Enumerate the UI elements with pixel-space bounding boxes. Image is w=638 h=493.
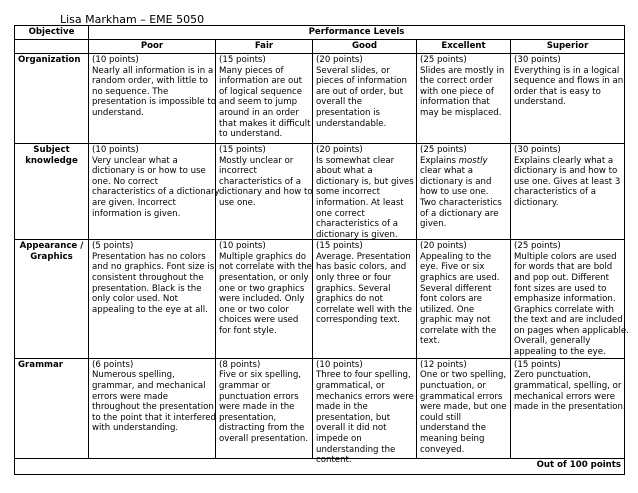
rubric-cell-line: could still [420, 412, 462, 423]
rubric-cell-line: Zero punctuation, [514, 370, 591, 381]
rubric-cell-line: sequence and flows in an [514, 76, 624, 87]
rubric-cell [417, 240, 511, 359]
rubric-cell [313, 54, 417, 144]
rubric-cell-line: corresponding text. [316, 315, 400, 326]
rubric-cell-line: to the point that it interfered [92, 412, 216, 423]
rubric-cell-line: pieces of information [316, 76, 407, 87]
rubric-cell [313, 240, 417, 359]
rubric-cell-line: dictionary is given. [316, 229, 398, 240]
rubric-cell-line: consistent throughout the [92, 272, 204, 283]
rubric-cell-line: Slides are mostly in [420, 65, 505, 76]
table-row [15, 144, 625, 240]
rubric-cell-line: random order, with little to [92, 76, 208, 87]
rubric-cell-line: Appealing to the [420, 251, 492, 262]
rubric-cell-line: Three to four spelling, [316, 370, 411, 381]
rubric-cell-line: presentation, or only [219, 272, 309, 283]
rubric-cell-line: and seem to jump [219, 97, 298, 108]
rubric-cell-line: (6 points) [92, 359, 134, 370]
rubric-cell-line: Average. Presentation [316, 251, 411, 262]
rubric-cell-line: (15 points) [219, 145, 266, 155]
rubric-cell-line: Explains clearly what a [514, 155, 614, 166]
rubric-cell-line: (20 points) [316, 145, 363, 155]
rubric-cell-line: one or two graphics [219, 283, 305, 294]
rubric-cell-line: conveyed. [420, 444, 465, 455]
objective-cell [15, 54, 89, 144]
rubric-cell-line: overall the [316, 97, 363, 108]
rubric-cell-line: one. No correct [92, 176, 158, 187]
rubric-cell-line: given. [420, 219, 447, 230]
rubric-cell-line: how to use one. [420, 187, 489, 198]
rubric-cell-line: some incorrect [316, 187, 381, 198]
rubric-cell-line: (10 points) [316, 359, 363, 370]
rubric-cell-line: Two characteristics [420, 197, 502, 208]
rubric-cell-line: information is given. [92, 208, 181, 219]
rubric-cell-line: incorrect [219, 166, 257, 177]
document-header-name: Lisa Markham – EME 5050 [60, 13, 205, 26]
rubric-cell-line: utilized. One [420, 304, 475, 315]
rubric-cell-line: understandable. [316, 118, 387, 129]
rubric-cell-line: (15 points) [316, 241, 363, 252]
rubric-cell-line: mechanics errors were [316, 391, 414, 402]
rubric-cell [89, 54, 216, 144]
rubric-cell-line: were made, but one [420, 402, 507, 413]
rubric-cell-line: not correlate with the [219, 262, 312, 273]
objective-label: Organization [18, 55, 81, 65]
rubric-cell-line: grammar, and mechanical [92, 380, 206, 391]
level-header-fair: Fair [216, 40, 313, 54]
rubric-cell-line: clear what a [420, 166, 474, 177]
rubric-cell-line: information. At least [316, 197, 404, 208]
rubric-cell-line: only three or four [316, 272, 392, 283]
rubric-cell-line: font colors are [420, 294, 483, 305]
rubric-cell-line: Multiple colors are used [514, 251, 617, 262]
rubric-cell [216, 54, 313, 144]
rubric-cell-line: has basic colors, and [316, 262, 407, 273]
rubric-cell-line: on pages when applicable. [514, 325, 629, 336]
table-row [15, 54, 625, 144]
rubric-cell-line: graphics. Several [316, 283, 391, 294]
table-row [15, 240, 625, 359]
rubric-cell-line: One or two spelling, [420, 370, 507, 381]
rubric-cell-line: are given. Incorrect [92, 197, 176, 208]
rubric-cell-line: mechanical errors were [514, 391, 616, 402]
rubric-cell-line: graphics are used. [420, 272, 500, 283]
rubric-cell-line: information are out [219, 76, 303, 87]
rubric-cell-line: distracting from the [219, 423, 305, 434]
rubric-cell-line: presentation. Black is the [92, 283, 202, 294]
rubric-cell [89, 358, 216, 458]
objective-cell [15, 240, 89, 359]
rubric-cell-line: choices were used [219, 315, 299, 326]
rubric-cell-line: presentation is [316, 107, 380, 118]
rubric-cell-line: only color used. Not [92, 294, 178, 305]
rubric-cell [511, 54, 625, 144]
rubric-cell-line: dictionary is or how to use [92, 166, 206, 177]
rubric-cell [417, 54, 511, 144]
rubric-cell-line: understand. [514, 97, 566, 108]
rubric-cell-line: appealing to the eye. [514, 347, 606, 358]
objective-label: Grammar [18, 359, 64, 370]
rubric-cell-line: Explains mostly [420, 155, 488, 166]
objective-label: Appearance / [19, 241, 84, 252]
rubric-cell [511, 358, 625, 458]
rubric-cell-line: dictionary. [514, 197, 559, 208]
rubric-cell-line: characteristics of a [219, 176, 301, 187]
rubric-cell-line: (15 points) [514, 359, 561, 370]
level-header-excellent: Excellent [417, 40, 511, 54]
rubric-cell-line: one or two color [219, 304, 289, 315]
rubric-cell-line: (10 points) [219, 241, 266, 252]
rubric-cell-line: content. [316, 455, 352, 466]
rubric-cell-line: correlate with the [420, 325, 497, 336]
rubric-cell-line: may be misplaced. [420, 107, 502, 118]
rubric-cell-line: the correct order [420, 76, 493, 87]
rubric-cell-line: Several slides, or [316, 65, 390, 76]
rubric-cell [216, 358, 313, 458]
rubric-cell-line: correlate well with the [316, 304, 412, 315]
rubric-cell-line: presentation, [219, 412, 277, 423]
rubric-cell-line: understanding the [316, 444, 396, 455]
rubric-cell-line: Is somewhat clear [316, 155, 395, 166]
rubric-cell-line: that makes it difficult [219, 118, 311, 129]
objective-label: Subject [33, 145, 70, 155]
rubric-cell-line: Several different [420, 283, 492, 294]
rubric-cell-line: presentation, but [316, 412, 391, 423]
rubric-cell-line: Everything is in a logical [514, 65, 620, 76]
rubric-cell-line: characteristics of a [316, 219, 398, 230]
rubric-cell-line: use one. Gives at least 3 [514, 176, 621, 187]
rubric-cell-line: dictionary is and how to [514, 166, 618, 177]
rubric-cell-line: Multiple graphics do [219, 251, 307, 262]
table-row [15, 358, 625, 458]
rubric-cell-line: with one piece of [420, 86, 494, 97]
objective-cell [15, 358, 89, 458]
rubric-cell-line: understand. [92, 107, 144, 118]
rubric-cell-line: (30 points) [514, 145, 561, 155]
rubric-cell-line: punctuation, or [420, 380, 486, 391]
rubric-cell-line: throughout the presentation [92, 402, 214, 413]
rubric-cell-line: to understand. [219, 129, 283, 140]
emphasis-text: mostly [458, 155, 488, 166]
rubric-cell-line: (30 points) [514, 55, 561, 65]
rubric-cell-line: use one. [219, 197, 256, 208]
rubric-cell-line: (15 points) [219, 55, 266, 65]
rubric-cell-line: overall it did not [316, 423, 387, 434]
rubric-cell-line: impede on [316, 433, 362, 444]
rubric-cell-line: font sizes are used to [514, 283, 607, 294]
rubric-cell-line: Many pieces of [219, 65, 284, 76]
rubric-cell-line: dictionary is, but gives [316, 176, 414, 187]
rubric-cell-line: eye. Five or six [420, 262, 485, 273]
rubric-cell [417, 358, 511, 458]
rubric-cell-line: information that [420, 97, 490, 108]
rubric-cell-line: with understanding. [92, 423, 179, 434]
rubric-cell-line: presentation is impossible to [92, 97, 217, 108]
rubric-cell-line: of logical sequence [219, 86, 303, 97]
rubric-cell-line: no sequence. The [92, 86, 169, 97]
rubric-cell-line: grammar or [219, 380, 271, 391]
rubric-cell-line: grammatical, spelling, or [514, 380, 622, 391]
rubric-cell-line: Graphics correlate with [514, 304, 614, 315]
rubric-cell-line: (10 points) [92, 55, 139, 65]
total-points-footer: Out of 100 points [15, 459, 625, 475]
rubric-cell-line: (8 points) [219, 359, 261, 370]
rubric-cell-line: dictionary is and [420, 176, 492, 187]
rubric-table [14, 25, 629, 475]
rubric-cell-line: errors were made [92, 391, 169, 402]
rubric-cell-line: were made in the [219, 402, 295, 413]
rubric-cell [313, 358, 417, 466]
level-header-superior: Superior [511, 40, 625, 54]
rubric-cell-line: (10 points) [92, 145, 139, 155]
rubric-cell-line: are out of order, but [316, 86, 404, 97]
rubric-cell-line: Presentation has no colors [92, 251, 206, 262]
rubric-cell-line: dictionary and how to [219, 187, 313, 198]
rubric-cell [216, 144, 313, 240]
rubric-cell-line: Nearly all information is in a [92, 65, 214, 76]
rubric-cell-line: (25 points) [514, 241, 561, 252]
rubric-cell-line: the text and are included [514, 315, 623, 326]
rubric-cell-line: punctuation errors [219, 391, 299, 402]
rubric-cell [216, 240, 313, 359]
rubric-cell-line: (12 points) [420, 359, 467, 370]
rubric-cell-line: characteristics of a dictionary [92, 187, 220, 198]
rubric-cell-line: graphic may not [420, 315, 491, 326]
objective-cell [15, 144, 89, 240]
rubric-cell-line: text. [420, 336, 440, 347]
rubric-cell-line: Overall, generally [514, 336, 591, 347]
rubric-cell-line: for font style. [219, 325, 277, 336]
rubric-cell-line: made in the presentation. [514, 402, 626, 413]
rubric-cell-line: graphics do not [316, 294, 383, 305]
rubric-cell-line: grammatical, or [316, 380, 385, 391]
rubric-cell [313, 144, 417, 240]
rubric-cell-line: and no graphics. Font size is [92, 262, 215, 273]
rubric-cell-line: (20 points) [316, 55, 363, 65]
rubric-cell-line: one correct [316, 208, 365, 219]
rubric-cell-line: overall presentation. [219, 433, 309, 444]
rubric-cell-line: emphasize information. [514, 294, 616, 305]
rubric-cell-line: about what a [316, 166, 373, 177]
rubric-cell-line: Numerous spelling, [92, 370, 175, 381]
rubric-cell-line: (25 points) [420, 145, 467, 155]
rubric-cell-line: Very unclear what a [92, 155, 178, 166]
rubric-cell-line: Mostly unclear or [219, 155, 294, 166]
rubric-cell-line: meaning being [420, 433, 485, 444]
level-header-good: Good [313, 40, 417, 54]
blank-header-cell [15, 40, 89, 54]
rubric-cell-line: (25 points) [420, 55, 467, 65]
rubric-cell [511, 240, 629, 359]
rubric-cell-line: of a dictionary are [420, 208, 499, 219]
objective-label: knowledge [25, 155, 78, 166]
objective-label: Graphics [30, 251, 73, 262]
level-header-poor: Poor [89, 40, 216, 54]
rubric-cell-line: and pop out. Different [514, 272, 609, 283]
rubric-cell [511, 144, 625, 240]
rubric-cell-line: (5 points) [92, 241, 134, 252]
rubric-cell-line: appealing to the eye at all. [92, 304, 208, 315]
performance-levels-header: Performance Levels [89, 26, 625, 40]
rubric-cell [417, 144, 511, 240]
rubric-cell-line: around in an order [219, 107, 299, 118]
rubric-cell-line: (20 points) [420, 241, 467, 252]
rubric-cell-line: for words that are bold [514, 262, 613, 273]
rubric-cell-line: grammatical errors [420, 391, 503, 402]
rubric-cell-line: order that is easy to [514, 86, 601, 97]
rubric-cell-line: understand the [420, 423, 487, 434]
rubric-cell [89, 144, 220, 240]
rubric-cell-line: characteristics of a [514, 187, 596, 198]
objective-header: Objective [15, 26, 89, 40]
rubric-cell-line: were included. Only [219, 294, 305, 305]
rubric-cell-line: Five or six spelling, [219, 370, 302, 381]
rubric-cell-line: made in the [316, 402, 368, 413]
rubric-cell [89, 240, 216, 359]
